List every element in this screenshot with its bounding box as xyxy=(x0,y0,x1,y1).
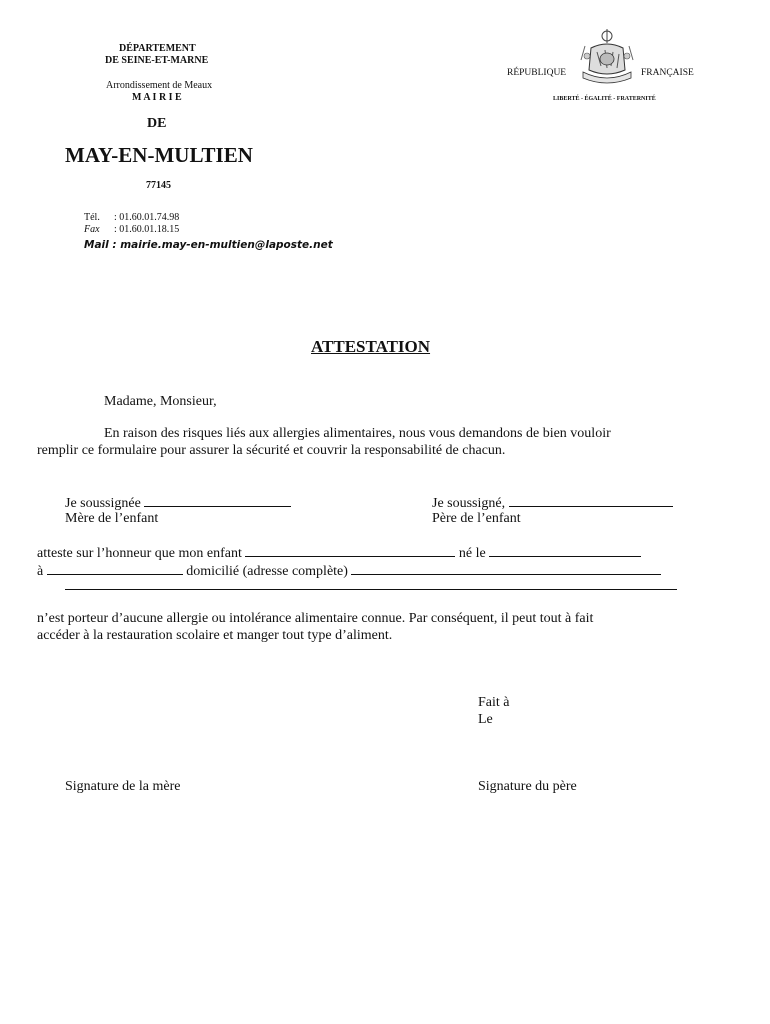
mother-role: Mère de l’enfant xyxy=(65,511,159,526)
mother-label: Je soussignée xyxy=(65,496,141,511)
republique-label: RÉPUBLIQUE xyxy=(507,68,567,78)
intro-line-2: remplir ce formulaire pour assurer la sécurité et couvrir la responsabilité de chacun. xyxy=(37,443,506,458)
atteste-line xyxy=(37,544,641,562)
born-on-label: né le xyxy=(458,546,486,561)
mail-address[interactable]: Mail : mairie.may-en-multien@laposte.net xyxy=(84,239,333,251)
mairie-label: M A I R I E xyxy=(132,92,182,103)
address-field-continued[interactable] xyxy=(65,577,677,590)
father-label: Je soussigné, xyxy=(432,496,506,511)
atteste-text: atteste sur l’honneur que mon enfant xyxy=(37,546,242,561)
francaise-label: FRANÇAISE xyxy=(641,68,694,78)
mother-name-field[interactable] xyxy=(144,494,291,507)
statement-line-1: n’est porteur d’aucune allergie ou intolérance alimentaire connue. Par conséquent, il peut tout à fait xyxy=(37,611,594,626)
address-field[interactable] xyxy=(351,562,661,575)
postal-code: 77145 xyxy=(146,180,171,191)
fax-value: : 01.60.01.18.15 xyxy=(114,224,180,235)
salutation: Madame, Monsieur, xyxy=(104,394,217,409)
father-declaration xyxy=(432,494,673,512)
domicile-label: domicilié (adresse complète) xyxy=(186,564,348,579)
department-name: DE SEINE-ET-MARNE xyxy=(105,55,209,66)
birthplace-field[interactable] xyxy=(47,562,183,575)
fax-label: Fax xyxy=(84,224,100,235)
child-name-field[interactable] xyxy=(245,544,455,557)
father-name-field[interactable] xyxy=(509,494,673,507)
arrondissement: Arrondissement de Meaux xyxy=(106,80,213,91)
place-label: Fait à xyxy=(478,695,510,710)
father-role: Père de l’enfant xyxy=(432,511,521,526)
father-signature-label: Signature du père xyxy=(478,779,577,794)
intro-line-1: En raison des risques liés aux allergies alimentaires, nous vous demandons de bien vouloir xyxy=(104,426,611,441)
republic-seal-icon xyxy=(577,26,637,90)
mother-declaration xyxy=(65,494,291,512)
birth-date-field[interactable] xyxy=(489,544,641,557)
motto: LIBERTÉ - ÉGALITÉ - FRATERNITÉ xyxy=(553,96,656,102)
statement-line-2: accéder à la restauration scolaire et manger tout type d’aliment. xyxy=(37,628,393,643)
document-title: ATTESTATION xyxy=(311,337,431,356)
tel-value: : 01.60.01.74.98 xyxy=(114,212,180,223)
departement-label: DÉPARTEMENT xyxy=(119,43,196,54)
mother-signature-label: Signature de la mère xyxy=(65,779,181,794)
de-label: DE xyxy=(147,116,167,131)
date-label: Le xyxy=(478,712,493,727)
birthplace-label: à xyxy=(37,564,44,579)
tel-label: Tél. xyxy=(84,212,100,223)
commune-name: MAY-EN-MULTIEN xyxy=(65,143,253,167)
